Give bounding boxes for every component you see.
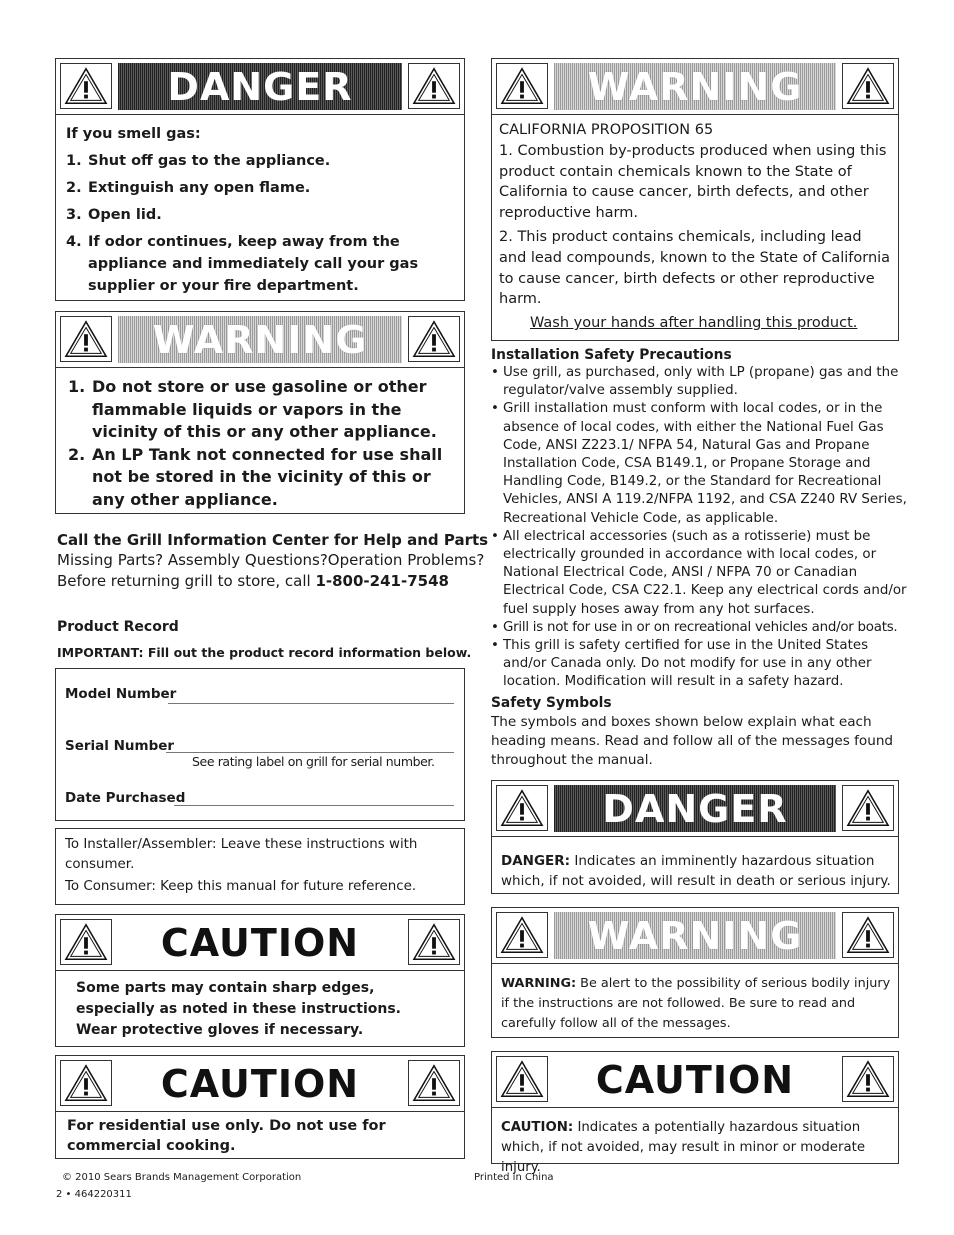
help-line-2: Before returning grill to store, call 1-800-241-7548 [57,572,449,590]
serial-number-field[interactable] [166,752,454,753]
warning-triangle-icon [408,63,460,109]
warning-prop65-box [491,58,899,341]
caution-banner [492,1052,898,1108]
danger-banner [56,59,464,115]
help-line-1: Missing Parts? Assembly Questions?Operation Problems? [57,551,485,569]
warning-definition-box [491,907,899,1038]
installation-heading: Installation Safety Precautions [491,347,732,363]
list-item: 2. An LP Tank not connected for use shall not be stored in the vicinity of this or any other appliance. [68,444,443,509]
caution-definition-box [491,1051,899,1175]
banner-title: CAUTION [595,1057,795,1102]
phone-number: 1-800-241-7548 [315,572,449,590]
list-item: 4. If odor continues, keep away from the appliance and immediately call your gas supplier or your fire department. [66,234,419,294]
footer-copyright: © 2010 Sears Brands Management Corporation [62,1172,302,1183]
date-purchased-label: Date Purchased [65,790,186,806]
prop65-para-2: 2. This product contains chemicals, including lead and lead compounds, known to the State of California to cause cancer, birth defects or other reproductive harm. [499,228,891,308]
footer-printed: Printed in China [474,1172,554,1183]
footer-page-number: 2 • 464220311 [56,1189,132,1200]
warning-triangle-icon [60,316,112,362]
installer-note-line-1: To Installer/Assembler: Leave these instructions with consumer. [65,837,418,872]
help-heading: Call the Grill Information Center for Help and Parts [57,531,489,549]
warning-triangle-icon [408,316,460,362]
banner-title: DANGER [602,786,788,831]
warning-triangle-icon [842,63,894,109]
danger-intro: If you smell gas: [66,126,201,142]
product-record-heading: Product Record [57,619,179,635]
caution-edges-box [55,914,465,1047]
warning-triangle-icon [842,1056,894,1102]
model-number-field[interactable] [168,703,454,704]
list-item: • Use grill, as purchased, only with LP (propane) gas and the regulator/valve assembly supplied. [491,364,911,400]
warning-gasoline-list [68,376,448,511]
banner-title: WARNING [152,317,368,362]
model-number-label: Model Number [65,686,177,702]
warning-banner [492,908,898,964]
warning-triangle-icon [842,785,894,831]
banner-title: CAUTION [160,1061,360,1106]
caution-banner [56,915,464,971]
date-purchased-field[interactable] [174,805,454,806]
product-record-box [55,668,465,821]
warning-triangle-icon [496,785,548,831]
warning-banner [492,59,898,115]
prop65-para-1: 1. Combustion by-products produced when using this product contain chemicals known to the State of California to cause cancer, birth defects, and other reproductive harm. [499,142,887,222]
danger-gas-list [66,150,456,297]
product-record-important: IMPORTANT: Fill out the product record information below. [57,645,472,660]
danger-gas-box [55,58,465,301]
warning-triangle-icon [408,1060,460,1106]
warning-gasoline-box [55,311,465,514]
banner-title: CAUTION [160,920,360,965]
list-item: • This grill is safety certified for use in the United States and/or Canada only. Do not modify for use in any other location. Modification will result in a safety hazard. [491,637,911,692]
warning-triangle-icon [496,1056,548,1102]
safety-symbols-text: The symbols and boxes shown below explain what each heading means. Read and follow all of the messages found throughout the manual. [491,713,894,769]
list-item: • Grill installation must conform with local codes, or in the absence of local codes, with either the National Fuel Gas Code, ANSI Z223.1/ NFPA 54, Natural Gas and Propane Installation Code, CSA B149.1, or Propane Storage and Handling Code, B149.2, or the Standard for Recreational Vehicles, ANSI A 119.2/NFPA 1192, and CSA Z240 RV Series, Recreational Vehicle Code, as applicable. [491,400,911,527]
serial-number-note: See rating label on grill for serial number. [192,754,435,769]
warning-triangle-icon [60,919,112,965]
list-item: 3. Open lid. [66,207,162,223]
list-item: 1. Do not store or use gasoline or other flammable liquids or vapors in the vicinity of this or any other appliance. [68,377,437,441]
prop65-heading: CALIFORNIA PROPOSITION 65 [499,122,714,138]
caution-definition-text: CAUTION: Indicates a potentially hazardous situation which, if not avoided, may result in minor or moderate injury. [501,1120,865,1175]
warning-triangle-icon [60,1060,112,1106]
danger-banner [492,781,898,837]
warning-triangle-icon [496,912,548,958]
installer-note-line-2: To Consumer: Keep this manual for future reference. [65,879,417,894]
list-item: • Grill is not for use in or on recreational vehicles and/or boats. [491,619,911,637]
danger-definition-text: DANGER: Indicates an imminently hazardous situation which, if not avoided, will result in death or serious injury. [501,853,891,889]
warning-triangle-icon [60,63,112,109]
list-item: 1. Shut off gas to the appliance. [66,153,331,169]
list-item: 2. Extinguish any open flame. [66,180,311,196]
list-item: • All electrical accessories (such as a rotisserie) must be electrically grounded in accordance with local codes, or National Electrical Code, ANSI / NFPA 70 or Canadian Electrical Code, CSA C22.1. Keep any electrical cords and/or fuel supply hoses away from any hot surfaces. [491,528,911,619]
warning-triangle-icon [496,63,548,109]
prop65-wash-notice: Wash your hands after handling this product. [530,315,858,332]
danger-definition-box [491,780,899,894]
warning-triangle-icon [842,912,894,958]
caution-banner [56,1056,464,1112]
caution-edges-line-2: Wear protective gloves if necessary. [76,1022,364,1038]
safety-symbols-heading: Safety Symbols [491,694,612,711]
warning-triangle-icon [408,919,460,965]
warning-definition-text: WARNING: Be alert to the possibility of serious bodily injury if the instructions are not followed. Be sure to read and carefully follow all of the messages. [501,976,891,1031]
installer-note-box [55,828,465,905]
installation-list [491,364,911,692]
warning-banner [56,312,464,368]
banner-title: WARNING [587,64,803,109]
banner-title: WARNING [587,913,803,958]
serial-number-label: Serial Number [65,738,175,754]
caution-edges-line-1: Some parts may contain sharp edges, especially as noted in these instructions. [76,980,401,1017]
caution-residential-box [55,1055,465,1159]
caution-residential-text: For residential use only. Do not use for commercial cooking. [67,1118,386,1154]
banner-title: DANGER [167,64,353,109]
